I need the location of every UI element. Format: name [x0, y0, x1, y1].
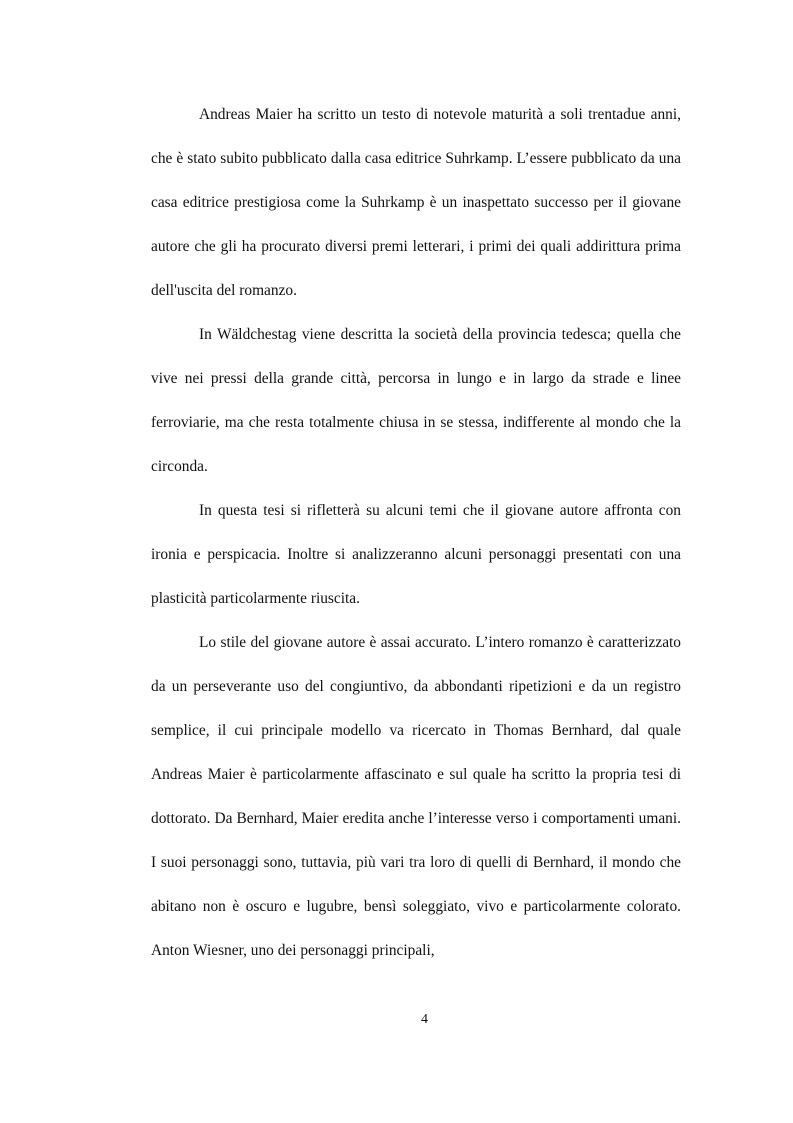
page-number: 4	[421, 1012, 428, 1027]
body-text	[151, 93, 681, 973]
paragraph-4: Lo stile del giovane autore è assai accurato. L’intero romanzo è caratterizzato da un perseverante uso del congiuntivo, da abbondanti ripetizioni e da un registro semplice, il cui principale modello va ricercato in Thomas Bernhard, dal quale Andreas Maier è particolarmente affascinato e sul quale ha scritto la propria tesi di dottorato. Da Bernhard, Maier eredita anche l’interesse verso i comportamenti umani. I suoi personaggi sono, tuttavia, più vari tra loro di quelli di Bernhard, il mondo che abitano non è oscuro e lugubre, bensì soleggiato, vivo e particolarmente colorato. Anton Wiesner, uno dei personaggi principali,	[151, 634, 681, 959]
paragraph-3: In questa tesi si rifletterà su alcuni temi che il giovane autore affronta con ironia e perspicacia. Inoltre si analizzeranno alcuni personaggi presentati con una plasticità particolarmente riuscita.	[151, 502, 681, 607]
paragraph-1: Andreas Maier ha scritto un testo di notevole maturità a soli trentadue anni, che è stato subito pubblicato dalla casa editrice Suhrkamp. L’essere pubblicato da una casa editrice prestigiosa come la Suhrkamp è un inaspettato successo per il giovane autore che gli ha procurato diversi premi letterari, i primi dei quali addirittura prima dell'uscita del romanzo.	[151, 106, 681, 299]
paragraph-2: In Wäldchestag viene descritta la società della provincia tedesca; quella che vive nei pressi della grande città, percorsa in lungo e in largo da strade e linee ferroviarie, ma che resta totalmente chiusa in se stessa, indifferente al mondo che la circonda.	[151, 326, 681, 475]
